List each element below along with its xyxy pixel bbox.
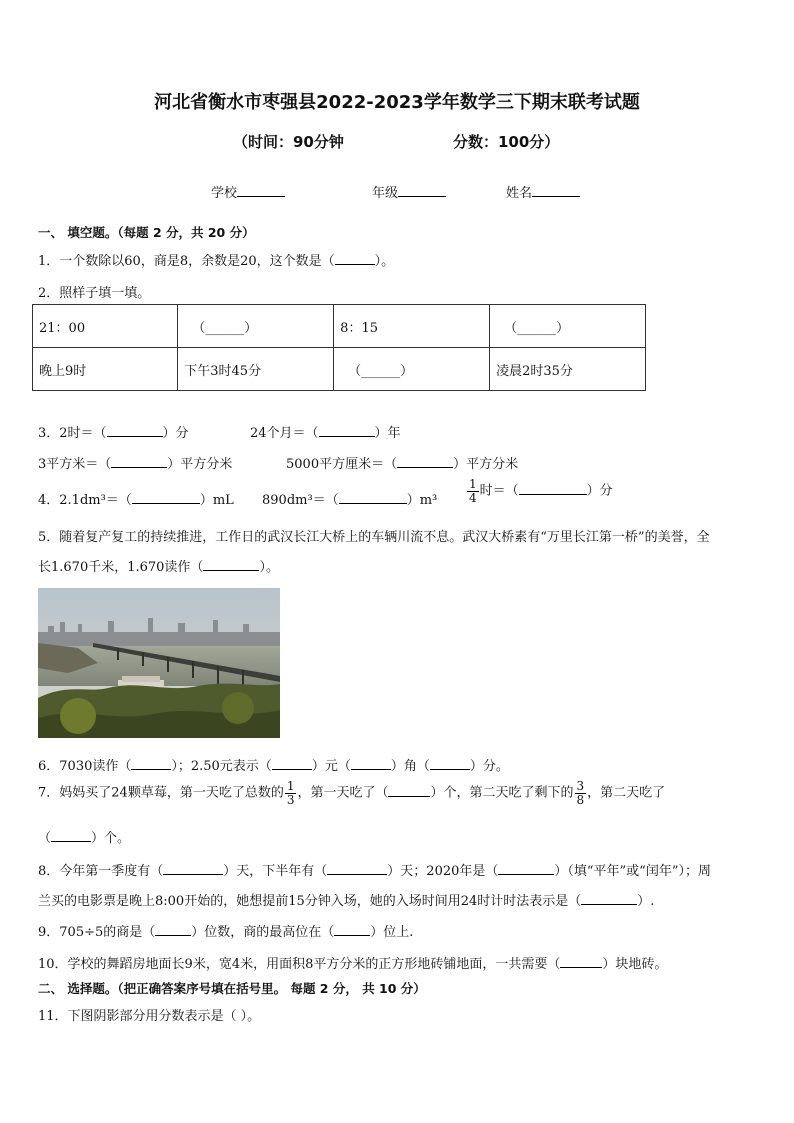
q6-text: 6．7030读作（ [38,759,132,774]
q9-blank-1[interactable] [155,923,191,936]
q7-text-3: ）个，第二天吃了剩下的 [430,785,574,801]
q7-blank-1[interactable] [388,784,430,797]
q7-text: 7．妈妈买了24颗草莓，第一天吃了总数的 [38,785,284,801]
q7-line2-tail: ）个。 [91,831,131,846]
q6-blank-4[interactable] [430,757,470,770]
exam-time: （时间：90分钟 [233,133,344,151]
q3a-text: 3．2时＝（ [38,426,107,441]
q8-text: 8．今年第一季度有（ [38,864,164,879]
q6-text-4: ）角（ [390,759,430,774]
q3b-text: 24个月＝（ [250,426,319,441]
q4c-blank[interactable] [519,482,587,495]
fraction-numerator: 1 [469,477,477,491]
q7-line2-open: （ [38,831,52,846]
question-9 [38,921,413,940]
q9-blank-2[interactable] [334,923,370,936]
q5-blank[interactable] [203,558,259,571]
q3c-text: 3平方米＝（ [38,457,112,472]
q7-blank-2[interactable] [51,829,91,842]
q4b-blank[interactable] [339,491,407,504]
q4c-tail: ）分 [586,483,613,499]
question-2: 2．照样子填一填。 [38,286,151,301]
question-8-line1 [38,860,711,879]
grade-blank[interactable] [398,184,446,197]
q3b-blank[interactable] [319,424,375,437]
table-row [33,348,646,391]
q6-text-2: ）；2.50元表示（ [171,759,272,774]
question-4b [262,489,437,508]
q3d-tail: ）平方分米 [453,457,519,472]
question-6 [38,755,509,774]
school-label: 学校 [211,186,238,201]
q6-text-5: ）分。 [469,759,509,774]
q8-text-2: ）天，下半年有（ [223,864,328,879]
name-label: 姓名 [506,186,533,201]
q8-blank-3[interactable] [498,862,554,875]
question-7-line1 [38,780,665,806]
q4a-tail: ）mL [199,493,234,508]
name-field[interactable] [506,182,580,201]
question-7-line2 [38,827,130,846]
q3a-blank[interactable] [107,424,163,437]
q4b-tail: ）m³ [406,493,438,508]
table-cell: 下午3时45分 [178,348,334,391]
table-cell[interactable]: （______） [490,305,646,348]
q10-text: 10．学校的舞蹈房地面长9米，宽4米，用面积8平方分米的正方形地砖铺地面，一共需要（ [38,957,561,972]
school-blank[interactable] [237,184,285,197]
fraction-numerator: 3 [576,779,585,793]
wuhan-bridge-photo [38,588,280,738]
fraction [467,478,479,504]
table-cell: 凌晨2时35分 [490,348,646,391]
grade-label: 年级 [372,186,399,201]
question-3a [38,422,189,441]
q1-tail: ）。 [374,254,395,269]
q8-blank-1[interactable] [163,862,223,875]
q6-blank-3[interactable] [351,757,391,770]
fraction-denominator: 4 [469,490,477,505]
section2-heading: 二、 选择题。（把正确答案序号填在括号里。 每题 2 分， 共 10 分） [38,981,426,996]
q1-blank[interactable] [335,252,375,265]
q3c-blank[interactable] [111,455,167,468]
table-cell[interactable]: （______） [334,348,490,391]
fraction [575,780,587,806]
question-10 [38,953,667,972]
q9-text-3: ）位上. [370,925,414,940]
q8-blank-4[interactable] [581,892,637,905]
q6-text-3: ）元（ [311,759,351,774]
q3c-tail: ）平方分米 [167,457,233,472]
q6-blank-2[interactable] [272,757,312,770]
q5-text: 长1.670千米，1.670读作（ [38,560,204,575]
table-row [33,305,646,348]
question-1 [38,250,394,269]
q4a-blank[interactable] [132,491,200,504]
fraction-denominator: 3 [286,792,295,807]
question-5-line1: 5．随着复产复工的持续推进，工作日的武汉长江大桥上的车辆川流不息。武汉大桥素有“万里长江第一桥”的美誉，全 [38,530,710,545]
time-table [32,304,646,391]
question-3d [286,453,518,472]
q8-text-3: ）天；2020年是（ [387,864,499,879]
question-11: 11．下图阴影部分用分数表示是（ ）。 [38,1009,261,1024]
fraction [285,780,297,806]
table-cell: 8：15 [334,305,490,348]
q3d-blank[interactable] [397,455,453,468]
question-3c [38,453,232,472]
q5-tail: ）。 [259,560,279,575]
q9-text: 9．705÷5的商是（ [38,925,156,940]
fraction-numerator: 1 [286,779,295,793]
q10-tail: ）块地砖。 [602,957,668,972]
exam-score: 分数：100分） [453,133,560,151]
q3a-tail: ）分 [162,426,189,441]
q8-blank-2[interactable] [327,862,387,875]
q3b-tail: ）年 [374,426,401,441]
q1-text: 1．一个数除以60，商是8，余数是20，这个数是（ [38,254,335,269]
table-cell: 晚上9时 [33,348,178,391]
q7-text-2: ，第一天吃了（ [297,785,389,801]
table-cell: 21：00 [33,305,178,348]
section1-heading: 一、 填空题。（每题 2 分，共 20 分） [38,225,255,240]
fraction-denominator: 8 [576,792,585,807]
q3d-text: 5000平方厘米＝（ [286,457,398,472]
school-field[interactable] [211,182,285,201]
grade-field[interactable] [372,182,446,201]
q8-line2-tail: ）. [637,894,655,909]
q9-text-2: ）位数，商的最高位在（ [191,925,335,940]
question-8-line2 [38,890,654,909]
q10-blank[interactable] [560,955,602,968]
name-blank[interactable] [532,184,580,197]
question-4c [466,478,613,504]
q4a-text: 4．2.1dm³＝（ [38,493,132,508]
q4b-text: 890dm³＝（ [262,493,339,508]
q7-text-4: ，第二天吃了 [587,785,666,801]
bridge-photo-graphic [38,588,280,738]
question-5-line2 [38,556,279,575]
q6-blank-1[interactable] [131,757,171,770]
q8-line2-text: 兰买的电影票是晚上8:00开始的，她想提前15分钟入场，她的入场时间用24时计时法表示是（ [38,894,582,909]
question-3b [250,422,401,441]
exam-title: 河北省衡水市枣强县2022-2023学年数学三下期末联考试题 [154,92,640,113]
table-cell[interactable]: （______） [178,305,334,348]
question-4a [38,489,234,508]
q4c-text: 时＝（ [479,483,519,499]
q8-text-4: ）（填“平年”或“闰年”）；周 [554,864,711,879]
